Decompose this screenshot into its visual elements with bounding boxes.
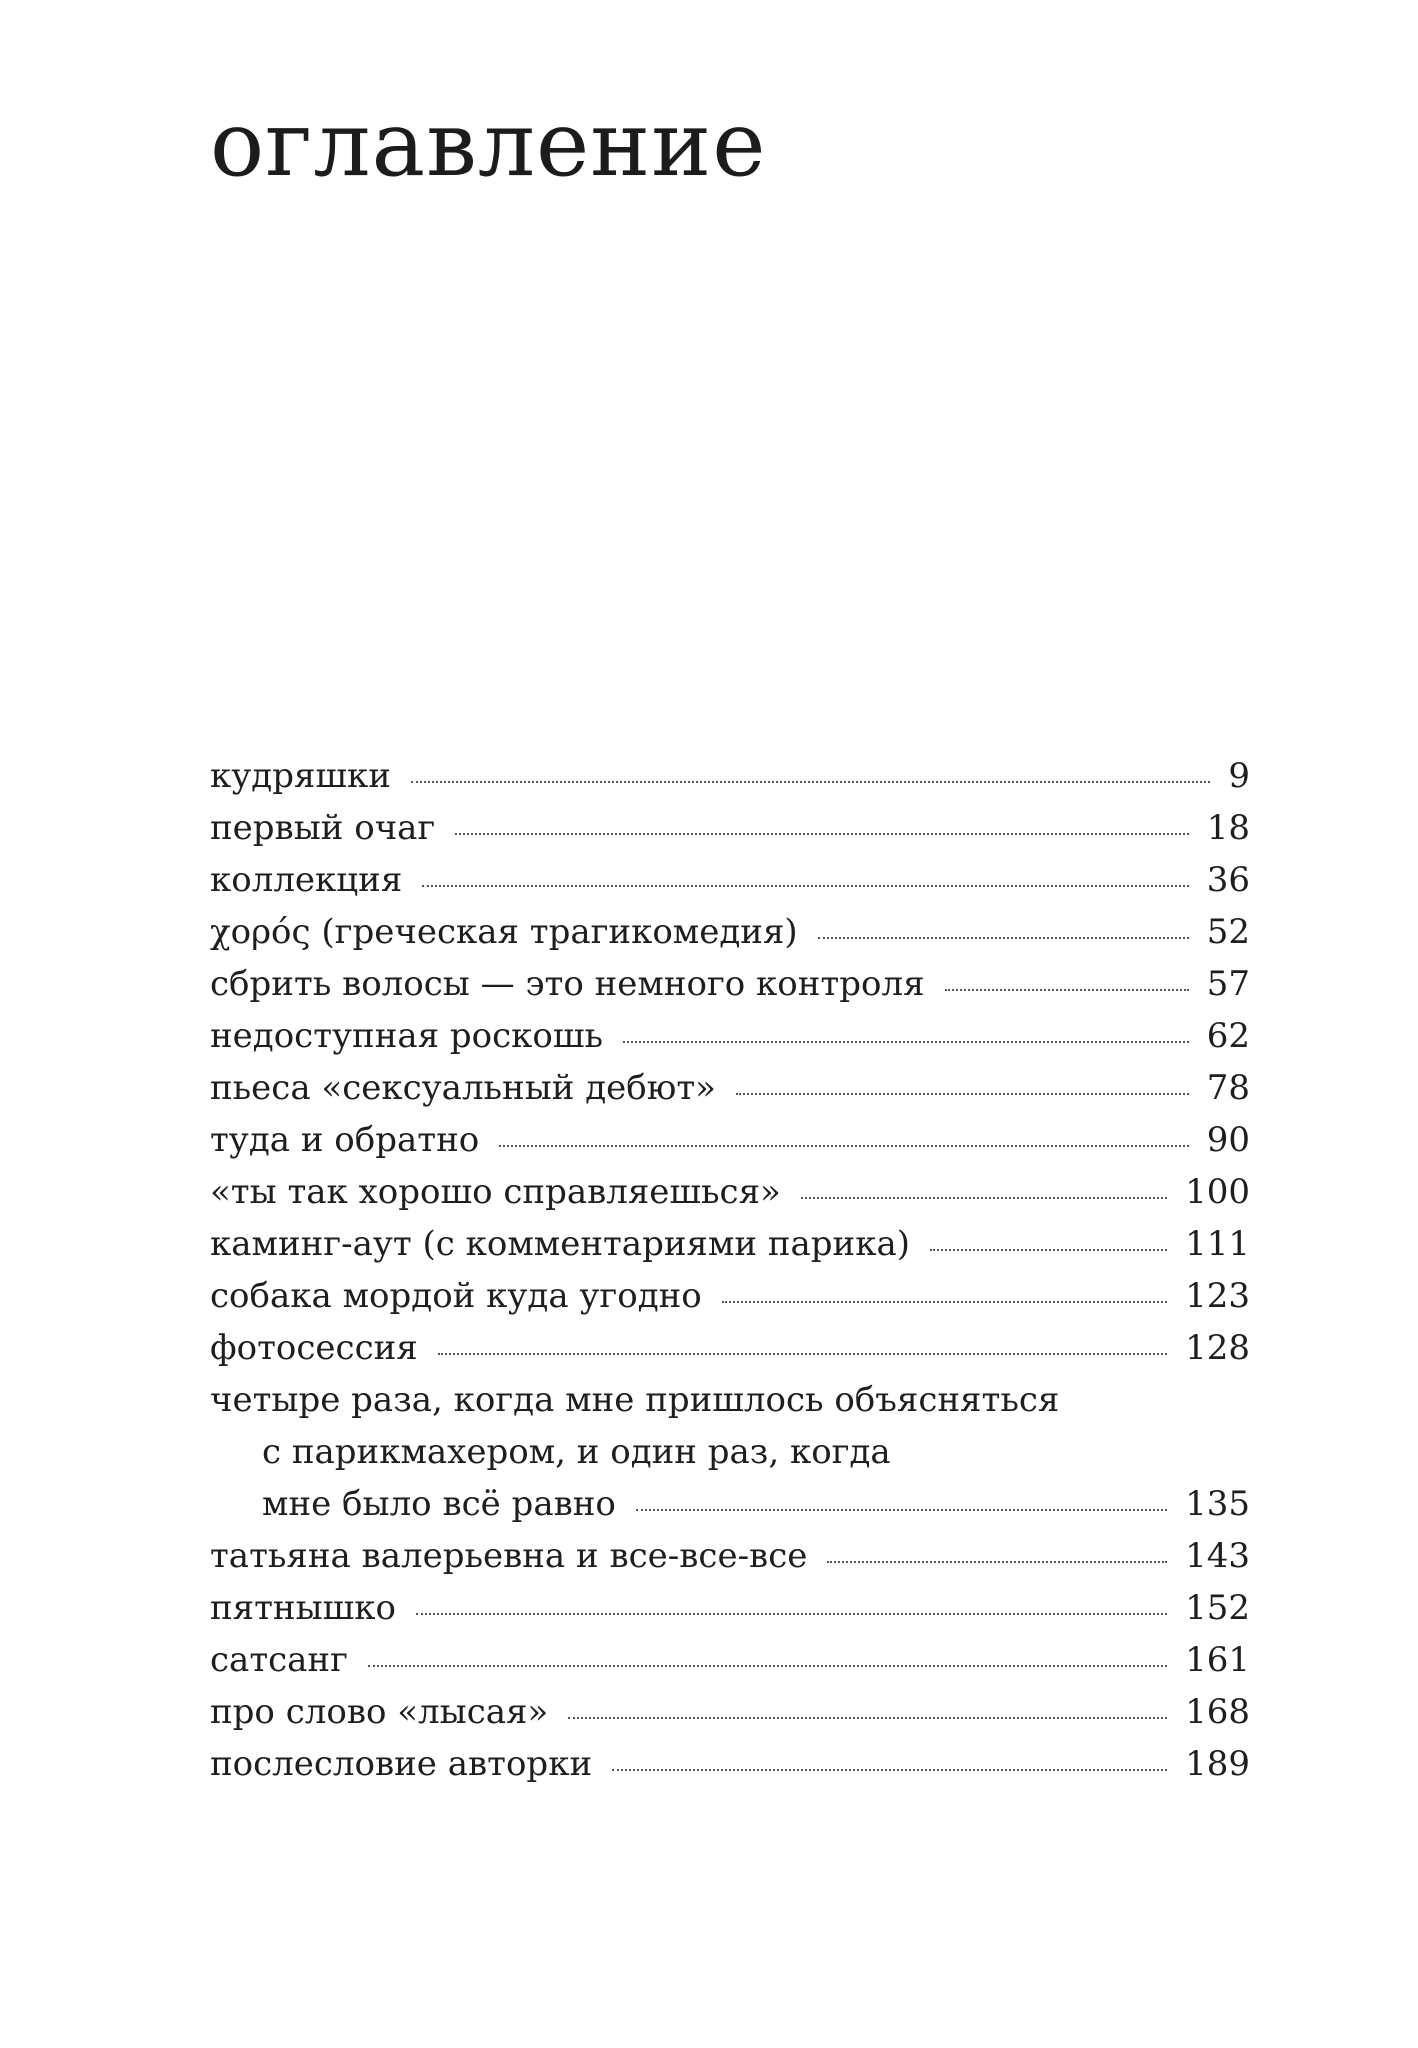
dot-leader [636,1509,1167,1511]
toc-entry-title-line: четыре раза, когда мне пришлось объясняться [210,1380,1060,1420]
toc-entry-title: пьеса «сексуальный дебют» [210,1068,716,1108]
toc-entry-title: недоступная роскошь [210,1016,604,1056]
toc-entry-title: «ты так хорошо справляешься» [210,1172,781,1212]
toc-entry[interactable] [210,1166,1250,1218]
toc-entry-title: каминг-аут (с комментариями парика) [210,1224,911,1264]
toc-entry-page: 90 [1206,1120,1250,1160]
dot-leader [612,1769,1167,1771]
toc-entry-title: послесловие авторки [210,1744,593,1784]
toc-entry-title-line: с парикмахером, и один раз, когда [262,1432,891,1472]
toc-entry-page: 57 [1206,964,1250,1004]
toc-entry-title: собака мордой куда угодно [210,1276,702,1316]
dot-leader [368,1665,1167,1667]
toc-entry[interactable] [210,750,1250,802]
toc-entry[interactable] [210,1062,1250,1114]
toc-entry-title: χορός (греческая трагикомедия) [210,912,798,952]
dot-leader [827,1561,1167,1563]
toc-entry-title: сбрить волосы — это немного контроля [210,964,925,1004]
toc-entry-page: 168 [1185,1692,1250,1732]
toc-entry[interactable] [210,906,1250,958]
toc-entry[interactable] [210,1738,1250,1790]
toc-entry-page: 111 [1185,1224,1250,1264]
toc-entry-page: 36 [1206,860,1250,900]
toc-entry-title: первый очаг [210,808,436,848]
toc-entry[interactable] [210,1322,1250,1374]
dot-leader [568,1717,1167,1719]
toc-entry-page: 9 [1228,756,1250,796]
toc-entry-title: туда и обратно [210,1120,480,1160]
toc-entry-page: 123 [1185,1276,1250,1316]
table-of-contents [210,750,1250,1790]
toc-entry[interactable] [210,802,1250,854]
toc-entry-page: 62 [1206,1016,1250,1056]
toc-entry-page: 161 [1185,1640,1250,1680]
toc-entry[interactable] [210,854,1250,906]
dot-leader [736,1093,1189,1095]
dot-leader [722,1301,1167,1303]
toc-entry-title: кудряшки [210,756,391,796]
toc-entry-title-line: мне было всё равно [262,1484,616,1524]
dot-leader [411,781,1210,783]
toc-entry-page: 52 [1206,912,1250,952]
toc-entry[interactable] [210,1010,1250,1062]
toc-entry-page: 135 [1185,1484,1250,1524]
dot-leader [945,989,1189,991]
toc-entry-title: фотосессия [210,1328,418,1368]
toc-entry-last-line [210,1478,1250,1530]
toc-entry-page: 78 [1206,1068,1250,1108]
toc-entry[interactable] [210,958,1250,1010]
toc-entry[interactable] [210,1218,1250,1270]
dot-leader [499,1145,1189,1147]
toc-entry[interactable] [210,1582,1250,1634]
toc-entry[interactable] [210,1634,1250,1686]
dot-leader [416,1613,1167,1615]
toc-entry-title: пятнышко [210,1588,396,1628]
dot-leader [438,1353,1167,1355]
toc-entry[interactable] [210,1270,1250,1322]
toc-entry-title: татьяна валерьевна и все-все-все [210,1536,808,1576]
toc-entry-page: 128 [1185,1328,1250,1368]
dot-leader [930,1249,1167,1251]
dot-leader [818,937,1189,939]
toc-entry-page: 143 [1185,1536,1250,1576]
page-title: оглавление [210,92,767,197]
toc-entry-title: коллекция [210,860,403,900]
dot-leader [455,833,1188,835]
dot-leader [422,885,1188,887]
toc-entry[interactable] [210,1374,1250,1530]
dot-leader [801,1197,1167,1199]
toc-entry-title: сатсанг [210,1640,348,1680]
toc-entry[interactable] [210,1114,1250,1166]
toc-entry-page: 100 [1185,1172,1250,1212]
toc-entry[interactable] [210,1530,1250,1582]
toc-entry-page: 18 [1206,808,1250,848]
dot-leader [623,1041,1189,1043]
toc-entry-title: про слово «лысая» [210,1692,549,1732]
toc-entry-page: 189 [1185,1744,1250,1784]
toc-entry-page: 152 [1185,1588,1250,1628]
toc-entry[interactable] [210,1686,1250,1738]
